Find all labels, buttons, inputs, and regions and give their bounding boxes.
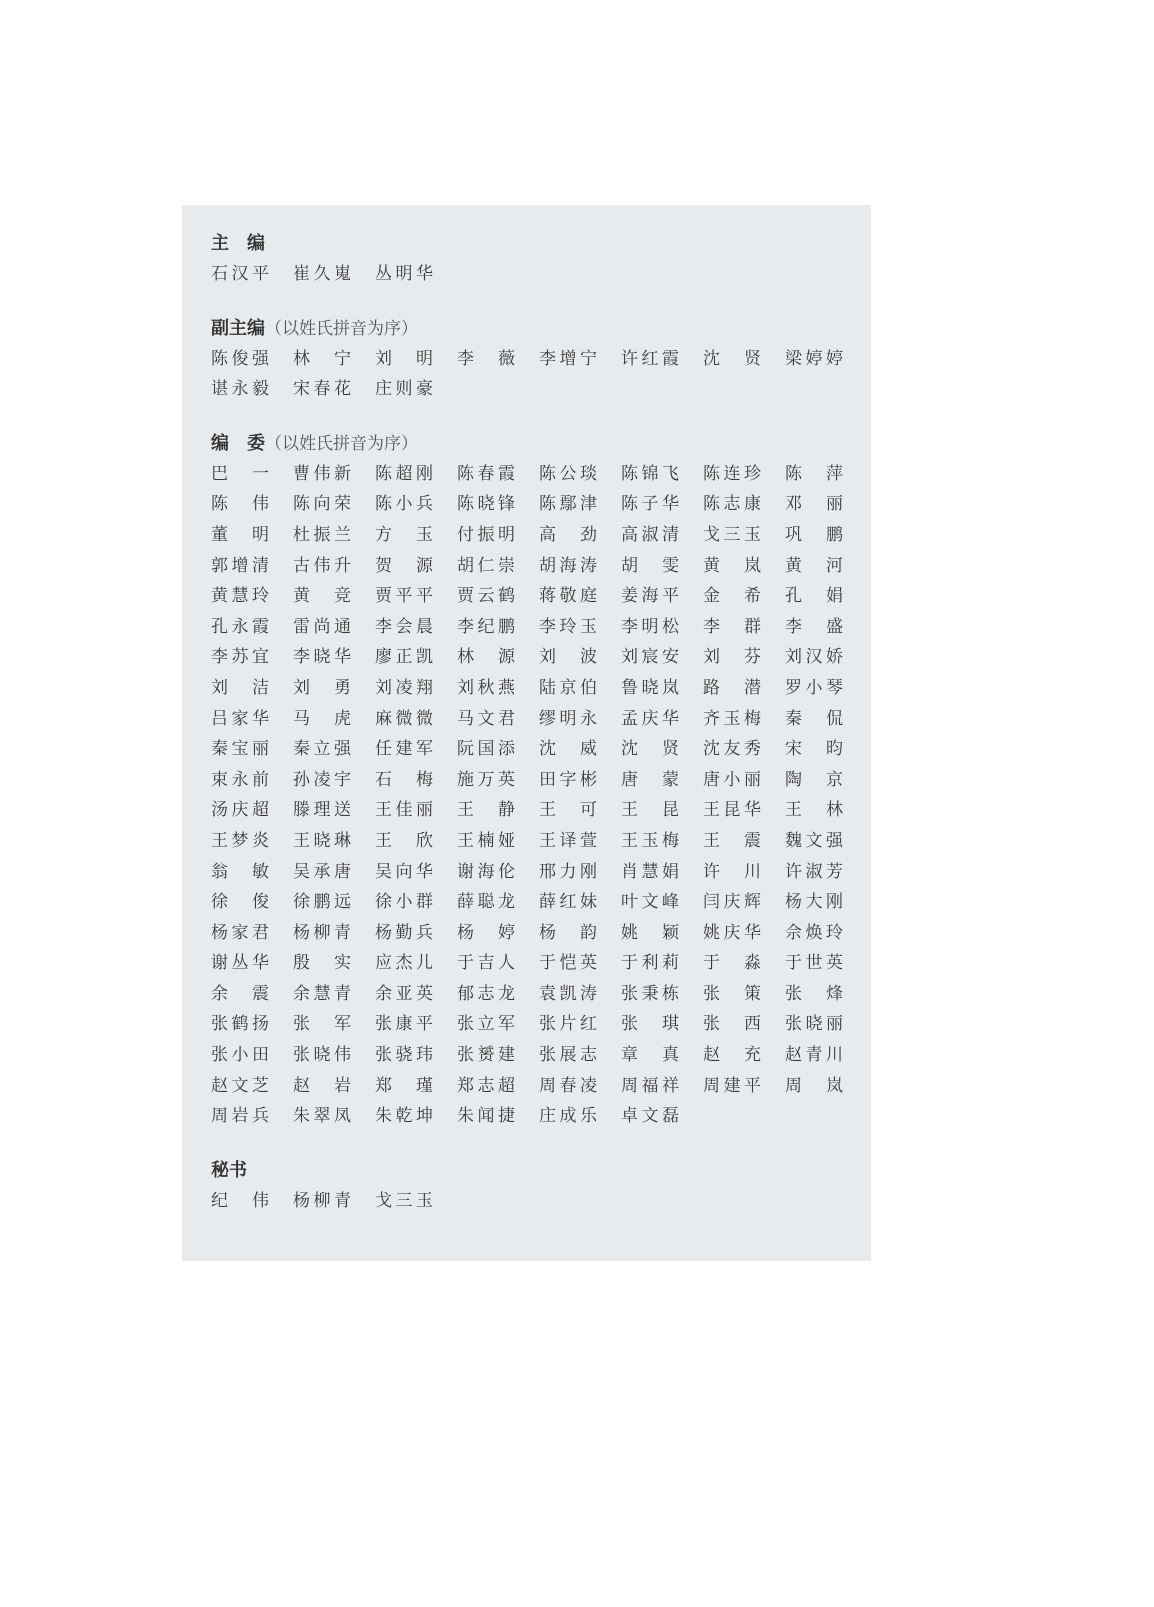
- member-name: 方 玉: [375, 524, 433, 545]
- member-name: 李 群: [703, 616, 761, 637]
- member-name: 杨柳青: [293, 1190, 351, 1211]
- member-name: 陈 萍: [785, 463, 843, 484]
- member-name: 赵 充: [703, 1045, 761, 1066]
- member-name: 黄慧玲: [211, 586, 269, 607]
- member-name: 齐玉梅: [703, 708, 761, 729]
- member-name: 刘 勇: [293, 677, 351, 698]
- member-name: 余 震: [211, 983, 269, 1004]
- member-name: 吴向华: [375, 861, 433, 882]
- member-name: 王佳丽: [375, 800, 433, 821]
- editorial-board-content: [211, 229, 851, 1240]
- member-name: 胡 雯: [621, 555, 679, 576]
- member-name: 朱闻捷: [457, 1106, 515, 1127]
- member-name: 孟庆华: [621, 708, 679, 729]
- member-name: 胡海涛: [539, 555, 597, 576]
- member-name: 张 烽: [785, 983, 843, 1004]
- member-name: 王 林: [785, 800, 843, 821]
- member-name: 石汉平: [211, 264, 269, 284]
- member-name: 贾平平: [375, 586, 433, 607]
- member-name: 李明松: [621, 616, 679, 637]
- member-name: 庄成乐: [539, 1106, 597, 1127]
- section: [211, 229, 851, 290]
- member-name: 杨家君: [211, 922, 269, 943]
- member-name: 马文君: [457, 708, 515, 729]
- member-name: 崔久嵬: [293, 264, 351, 284]
- member-name: 王 静: [457, 800, 515, 821]
- member-name: 张 琪: [621, 1014, 679, 1035]
- section-title: 秘书: [211, 1159, 247, 1181]
- member-name: 郑志超: [457, 1075, 515, 1096]
- member-name: 刘 明: [375, 348, 433, 369]
- member-name: 庄则豪: [375, 379, 433, 400]
- member-name: 谢丛华: [211, 953, 269, 974]
- section-note: （以姓氏拼音为序）: [265, 318, 418, 339]
- name-list: [211, 459, 851, 1132]
- member-name: 李苏宜: [211, 647, 269, 668]
- member-name: 周春凌: [539, 1075, 597, 1096]
- member-name: 郁志龙: [457, 983, 515, 1004]
- member-name: 闫庆辉: [703, 892, 761, 913]
- member-name: 宋 昀: [785, 739, 843, 760]
- member-name: 朱乾坤: [375, 1106, 433, 1127]
- member-name: 巴 一: [211, 463, 269, 484]
- member-name: 陶 京: [785, 769, 843, 790]
- member-name: 唐 蒙: [621, 769, 679, 790]
- section-title: 副主编: [211, 317, 265, 339]
- member-name: 陈春霞: [457, 463, 515, 484]
- member-name: 姚 颖: [621, 922, 679, 943]
- name-list: [211, 1186, 851, 1217]
- member-name: 陈志康: [703, 494, 761, 515]
- member-name: 于 淼: [703, 953, 761, 974]
- name-list: [211, 344, 851, 405]
- member-name: 杨 婷: [457, 922, 515, 943]
- member-name: 任建军: [375, 739, 433, 760]
- member-name: 丛明华: [375, 264, 433, 284]
- member-name: 黄 竞: [293, 586, 351, 607]
- member-name: 魏文强: [785, 830, 843, 851]
- member-name: 李增宁: [539, 348, 597, 369]
- member-name: 李 盛: [785, 616, 843, 637]
- member-name: 马 虎: [293, 708, 351, 729]
- member-name: 束永前: [211, 769, 269, 790]
- section: [211, 314, 851, 405]
- member-name: 王玉梅: [621, 830, 679, 851]
- member-name: 王梦炎: [211, 830, 269, 851]
- member-name: 施万英: [457, 769, 515, 790]
- member-name: 郑 瑾: [375, 1075, 433, 1096]
- section-heading: [211, 314, 851, 344]
- member-name: 肖慧娟: [621, 861, 679, 882]
- member-name: 董 明: [211, 524, 269, 545]
- member-name: 杨勤兵: [375, 922, 433, 943]
- member-name: 唐小丽: [703, 769, 761, 790]
- member-name: 陈超刚: [375, 463, 433, 484]
- member-name: 王 欣: [375, 830, 433, 851]
- member-name: 孔永霞: [211, 616, 269, 637]
- member-name: 李晓华: [293, 647, 351, 668]
- member-name: 鲁晓岚: [621, 677, 679, 698]
- member-name: 于恺英: [539, 953, 597, 974]
- member-name: 高 劲: [539, 524, 597, 545]
- member-name: 陈锦飞: [621, 463, 679, 484]
- member-name: 于世英: [785, 953, 843, 974]
- member-name: 高淑清: [621, 524, 679, 545]
- member-name: 巩 鹏: [785, 524, 843, 545]
- member-name: 张 西: [703, 1014, 761, 1035]
- member-name: 杨大刚: [785, 892, 843, 913]
- member-name: 麻微微: [375, 708, 433, 729]
- member-name: 王楠娅: [457, 830, 515, 851]
- member-name: 黄 河: [785, 555, 843, 576]
- member-name: 吴承唐: [293, 861, 351, 882]
- member-name: 戈三玉: [375, 1190, 433, 1211]
- member-name: 薛红妹: [539, 892, 597, 913]
- member-name: 张晓丽: [785, 1014, 843, 1035]
- member-name: 许 川: [703, 861, 761, 882]
- member-name: 张 军: [293, 1014, 351, 1035]
- member-name: 谢海伦: [457, 861, 515, 882]
- member-name: 张立军: [457, 1014, 515, 1035]
- member-name: 叶文峰: [621, 892, 679, 913]
- member-name: 张晓伟: [293, 1045, 351, 1066]
- member-name: 刘凌翔: [375, 677, 433, 698]
- member-name: 章 真: [621, 1045, 679, 1066]
- member-name: 邓 丽: [785, 494, 843, 515]
- member-name: 胡仁崇: [457, 555, 515, 576]
- member-name: 沈 威: [539, 739, 597, 760]
- member-name: 陆京伯: [539, 677, 597, 698]
- member-name: 王昆华: [703, 800, 761, 821]
- member-name: 陈公琰: [539, 463, 597, 484]
- member-name: 张康平: [375, 1014, 433, 1035]
- member-name: 谌永毅: [211, 379, 269, 400]
- member-name: 陈连珍: [703, 463, 761, 484]
- section-title: 编 委: [211, 432, 265, 454]
- member-name: 应杰儿: [375, 953, 433, 974]
- member-name: 李玲玉: [539, 616, 597, 637]
- member-name: 余亚英: [375, 983, 433, 1004]
- member-name: 古伟升: [293, 555, 351, 576]
- member-name: 袁凯涛: [539, 983, 597, 1004]
- member-name: 贺 源: [375, 555, 433, 576]
- section-note: （以姓氏拼音为序）: [265, 433, 418, 454]
- member-name: 周福祥: [621, 1075, 679, 1096]
- member-name: 徐小群: [375, 892, 433, 913]
- member-name: 周岩兵: [211, 1106, 269, 1127]
- member-name: 徐 俊: [211, 892, 269, 913]
- member-name: 秦宝丽: [211, 739, 269, 760]
- member-name: 张秉栋: [621, 983, 679, 1004]
- member-name: 杜振兰: [293, 524, 351, 545]
- section: [211, 1156, 851, 1217]
- editorial-board-panel: [182, 205, 871, 1261]
- member-name: 殷 实: [293, 953, 351, 974]
- member-name: 姜海平: [621, 586, 679, 607]
- member-name: 孔 娟: [785, 586, 843, 607]
- member-name: 吕家华: [211, 708, 269, 729]
- member-name: 陈俊强: [211, 348, 269, 369]
- member-name: 周 岚: [785, 1075, 843, 1096]
- member-name: 陈子华: [621, 494, 679, 515]
- member-name: 李 薇: [457, 348, 515, 369]
- member-name: 周建平: [703, 1075, 761, 1096]
- member-name: 蒋敬庭: [539, 586, 597, 607]
- member-name: 王晓琳: [293, 830, 351, 851]
- member-name: 贾云鹤: [457, 586, 515, 607]
- member-name: 沈 贤: [621, 739, 679, 760]
- member-name: 王译萱: [539, 830, 597, 851]
- section-heading: [211, 229, 851, 259]
- member-name: 石 梅: [375, 769, 433, 790]
- member-name: 纪 伟: [211, 1190, 269, 1211]
- member-name: 田字彬: [539, 769, 597, 790]
- member-name: 薛聪龙: [457, 892, 515, 913]
- member-name: 陈 伟: [211, 494, 269, 515]
- member-name: 戈三玉: [703, 524, 761, 545]
- member-name: 邢力刚: [539, 861, 597, 882]
- member-name: 宋春花: [293, 379, 351, 400]
- member-name: 秦 侃: [785, 708, 843, 729]
- member-name: 孙凌宇: [293, 769, 351, 790]
- member-name: 赵文芝: [211, 1075, 269, 1096]
- section-heading: [211, 1156, 851, 1186]
- member-name: 于吉人: [457, 953, 515, 974]
- member-name: 刘 芬: [703, 647, 761, 668]
- member-name: 滕理送: [293, 800, 351, 821]
- member-name: 林 宁: [293, 348, 351, 369]
- member-name: 张鹤扬: [211, 1014, 269, 1035]
- member-name: 李会晨: [375, 616, 433, 637]
- member-name: 刘 洁: [211, 677, 269, 698]
- member-name: 刘 波: [539, 647, 597, 668]
- member-name: 姚庆华: [703, 922, 761, 943]
- member-name: 徐鹏远: [293, 892, 351, 913]
- member-name: 付振明: [457, 524, 515, 545]
- member-name: 张 策: [703, 983, 761, 1004]
- member-name: 张骁玮: [375, 1045, 433, 1066]
- member-name: 金 希: [703, 586, 761, 607]
- member-name: 于利莉: [621, 953, 679, 974]
- member-name: 罗小琴: [785, 677, 843, 698]
- member-name: 王 昆: [621, 800, 679, 821]
- member-name: 陈小兵: [375, 494, 433, 515]
- member-name: 梁婷婷: [785, 348, 843, 369]
- member-name: 陈鄢津: [539, 494, 597, 515]
- member-name: 赵青川: [785, 1045, 843, 1066]
- member-name: 缪明永: [539, 708, 597, 729]
- member-name: 刘秋燕: [457, 677, 515, 698]
- section: [211, 429, 851, 1132]
- member-name: 李纪鹏: [457, 616, 515, 637]
- member-name: 翁 敏: [211, 861, 269, 882]
- member-name: 陈向荣: [293, 494, 351, 515]
- name-list: [211, 259, 851, 290]
- member-name: 王 可: [539, 800, 597, 821]
- member-name: 张片红: [539, 1014, 597, 1035]
- section-heading: [211, 429, 851, 459]
- member-name: 黄 岚: [703, 555, 761, 576]
- member-name: 沈 贤: [703, 348, 761, 369]
- member-name: 张展志: [539, 1045, 597, 1066]
- section-title: 主 编: [211, 233, 265, 254]
- member-name: 张小田: [211, 1045, 269, 1066]
- member-name: 朱翠凤: [293, 1106, 351, 1127]
- member-name: 陈晓锋: [457, 494, 515, 515]
- member-name: 雷尚通: [293, 616, 351, 637]
- member-name: 刘宸安: [621, 647, 679, 668]
- member-name: 余慧青: [293, 983, 351, 1004]
- member-name: 杨 韵: [539, 922, 597, 943]
- member-name: 刘汉娇: [785, 647, 843, 668]
- member-name: 郭增清: [211, 555, 269, 576]
- member-name: 廖正凯: [375, 647, 433, 668]
- member-name: 阮国添: [457, 739, 515, 760]
- member-name: 张赟建: [457, 1045, 515, 1066]
- member-name: 路 潜: [703, 677, 761, 698]
- member-name: 卓文磊: [621, 1106, 679, 1127]
- member-name: 汤庆超: [211, 800, 269, 821]
- member-name: 林 源: [457, 647, 515, 668]
- member-name: 沈友秀: [703, 739, 761, 760]
- member-name: 佘焕玲: [785, 922, 843, 943]
- member-name: 许红霞: [621, 348, 679, 369]
- member-name: 赵 岩: [293, 1075, 351, 1096]
- member-name: 王 震: [703, 830, 761, 851]
- member-name: 许淑芳: [785, 861, 843, 882]
- member-name: 杨柳青: [293, 922, 351, 943]
- member-name: 曹伟新: [293, 463, 351, 484]
- member-name: 秦立强: [293, 739, 351, 760]
